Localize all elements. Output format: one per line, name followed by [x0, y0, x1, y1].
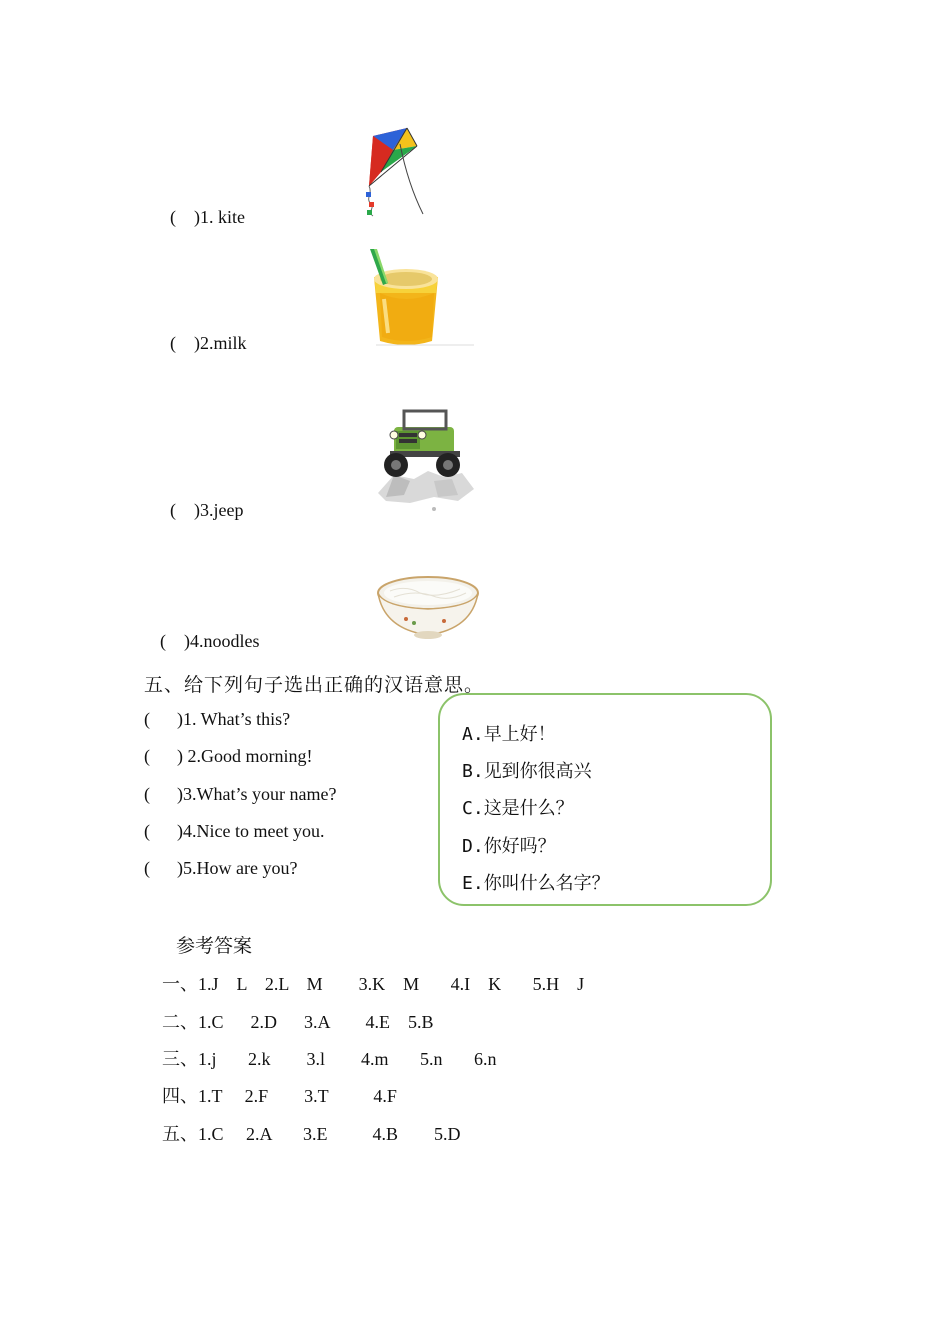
item-jeep: ( )3.jeep: [170, 500, 244, 520]
answer-line-5: 五、1.C 2.A 3.E 4.B 5.D: [162, 1124, 461, 1144]
option-letter: D.: [462, 836, 484, 857]
juice-glass-image: [366, 249, 476, 349]
option-d: [462, 832, 556, 858]
item-kite: ( )1. kite: [170, 207, 245, 227]
answer-line-3: 三、1.j 2.k 3.l 4.m 5.n 6.n: [162, 1049, 497, 1069]
kite-image: [355, 124, 430, 218]
option-letter: C.: [462, 798, 484, 819]
option-a: [462, 720, 556, 746]
answers-title: 参考答案: [176, 936, 253, 957]
answer-line-2: 二、1.C 2.D 3.A 4.E 5.B: [162, 1012, 434, 1032]
option-c: [462, 794, 574, 820]
option-text: 早上好！: [483, 724, 556, 745]
noodle-bowl-image: [376, 573, 480, 643]
options-box: [438, 693, 772, 906]
answer-line-4: 四、1.T 2.F 3.T 4.F: [162, 1086, 397, 1106]
question-5: ( )5.How are you?: [144, 858, 298, 878]
option-letter: A.: [462, 724, 484, 745]
option-e: [462, 869, 610, 895]
option-letter: E.: [462, 873, 484, 894]
question-1: ( )1. What’s this?: [144, 709, 291, 729]
option-text: 你好吗？: [483, 836, 556, 857]
option-letter: B.: [462, 761, 484, 782]
question-3: ( )3.What’s your name?: [144, 784, 337, 804]
option-text: 你叫什么名字？: [483, 873, 610, 894]
item-noodles: ( )4.noodles: [160, 631, 260, 651]
jeep-image: [374, 405, 478, 513]
item-milk: ( )2.milk: [170, 333, 247, 353]
section5-title: 五、给下列句子选出正确的汉语意思。: [144, 675, 485, 696]
answer-line-1: 一、1.J L 2.L M 3.K M 4.I K 5.H J: [162, 974, 585, 994]
option-b: [462, 757, 592, 783]
option-text: 这是什么？: [483, 798, 574, 819]
option-text: 见到你很高兴: [483, 761, 592, 782]
question-4: ( )4.Nice to meet you.: [144, 821, 325, 841]
question-2: ( ) 2.Good morning!: [144, 746, 313, 766]
